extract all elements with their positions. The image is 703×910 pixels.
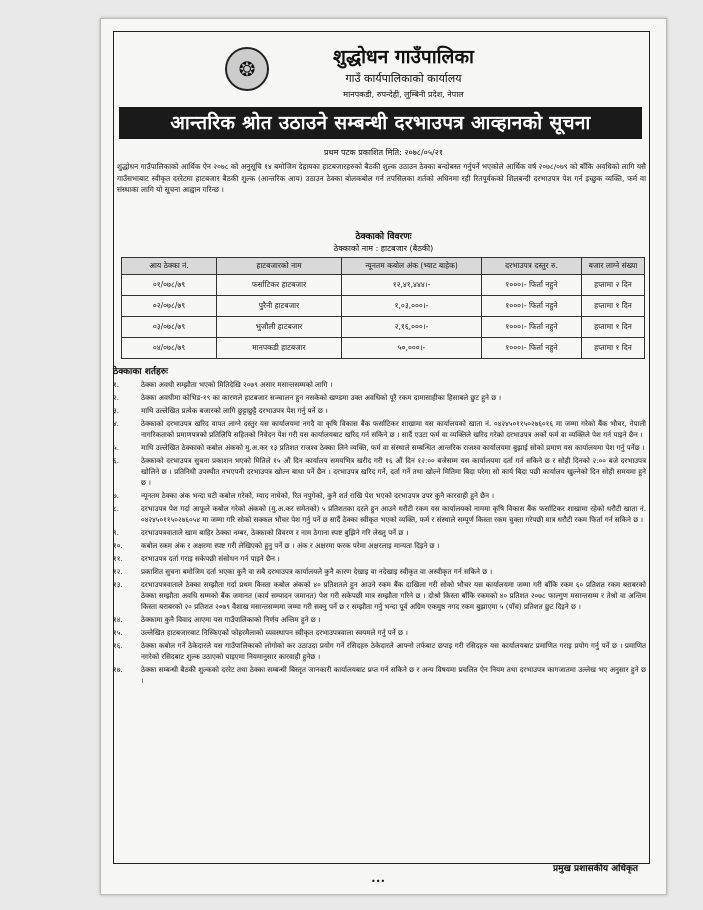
condition-number: १२. — [113, 567, 123, 576]
municipality-title: शुद्धोधन गाउँपालिका — [333, 46, 474, 68]
intro-paragraph: शुद्धोधन गाउँपालिकाको आर्थिक ऐन २०७८ को अनुसूचि १४ बमोजिम देहायका हाटबजारहरुको बैठकी शुल्क उठाउन ठेक्का बन्दोबस्त गर्नुपर्ने भएकोले आर्थिक वर्ष २०७८/०७९ को बाँकि अवधिको लागि यसै गाउँसभाबाट स्वीकृत दररेटमा हाटबजार बैठकी शुल्क (आन्तरिक आय) उठाउन ठेक्का बोलकबोल गर्न तपसिलका शर्तको अधिनमा रही रितपूर्वकको शिलबन्दी दरभाउपत्र पेश गर्न इच्छुक व्यक्ति, फर्म वा संस्थाका लागि यो सूचना आह्वान गरिन्छ । — [117, 162, 646, 194]
condition-text: माथि उल्लेखित ठेक्काको कबोल अंकको मु.अ.कर १३ प्रतिशत राजश्व ठेक्का लिने व्यक्ति, फर्म वा संस्थाले सम्बन्धित आन्तरिक राजश्व कार्यालयमा बुझाई सोको प्रमाण यस कार्यालयमा पेश गर्नु पर्नेछ । — [141, 443, 645, 452]
condition-item — [113, 664, 646, 686]
table-cell: २,१६,०००।- — [342, 317, 482, 338]
table-header-row — [122, 258, 645, 275]
condition-number: ५. — [113, 443, 119, 452]
table-cell: भुजौली हाटबजार — [217, 317, 342, 338]
condition-item — [113, 540, 646, 551]
condition-number: ८. — [113, 504, 119, 513]
column-header: हाटबजारको नाम — [217, 258, 342, 275]
condition-text: कबोल रकम अंक र अक्षरमा स्पष्ट गरी लेखिएको हुनु पर्ने छ । अंक र अक्षरमा फरक परेमा अक्षरलाइ मान्यता दिइने छ । — [141, 541, 440, 550]
table-cell: ०३/०७८/७९ — [122, 317, 217, 338]
table-cell: १०००।- फिर्ता नहुने — [482, 317, 582, 338]
condition-number: २. — [113, 393, 119, 402]
condition-item — [113, 553, 646, 564]
condition-item — [113, 579, 646, 612]
table-cell: १०००।- फिर्ता नहुने — [482, 296, 582, 317]
conditions-list — [113, 379, 646, 688]
table-cell: १२,४१,४४४।- — [342, 275, 482, 296]
notice-banner: आन्तरिक श्रोत उठाउने सम्बन्धी दरभाउपत्र आव्हानको सूचना — [119, 107, 642, 139]
condition-item — [113, 566, 646, 577]
condition-item — [113, 627, 646, 638]
table-cell: १०००।- फिर्ता नहुने — [482, 275, 582, 296]
table-row — [122, 338, 645, 359]
condition-text: ठेक्का अवधी सम्झौता भएको मितिदेखि २०७९ असार मसान्तसम्मको लागि । — [141, 380, 333, 389]
table-cell: पुरैनी हाटबजार — [217, 296, 342, 317]
publish-date: प्रथम पटक प्रकाशित मिति: २०७८/०५/२१ — [323, 148, 444, 157]
condition-number: १०. — [113, 541, 123, 550]
details-subtitle: ठेक्काको नाम : हाटबजार (बैठकी) — [333, 244, 434, 253]
condition-item — [113, 442, 646, 453]
table-cell: ०१/०७८/७९ — [122, 275, 217, 296]
footer-dots: ••• — [371, 877, 386, 886]
condition-text: दरभाउपत्रवाताले खाम बाहिर ठेक्का नम्बर, ठेक्काको विवरण र नाम ठेगाना स्पष्ट बुझिने गरि लेख्नु पर्ने छ । — [141, 528, 409, 537]
condition-text: ठेक्काको दरभाउपत्र सुचना प्रकाशन भएको मितिले १५ औं दिन कार्यालय समयभित्र खरीद गरी १६ औं दिन १२:०० बजेसम्म यस कार्यालयमा दर्ता गर्न सकिने छ र सोही दिनको २:०० बजे दरभाउपत्र खोलिने छ । प्रतिनिधी उपस्थीत नभएपनी दरभाउपत्र खोल्न बाधा पर्ने छैन । दरभाउपत्र खरिद गर्ने, दर्ता गर्ने तथा खोल्ने मितिमा बिदा परेमा सो कार्य बिदा पछी कार्यालय खुल्नेको दिन सोही समयमा हुने छ । — [141, 456, 646, 487]
table-cell: हप्तामा १ दिन — [582, 296, 645, 317]
nepal-emblem-icon: ❂ — [225, 47, 269, 91]
condition-number: ११. — [113, 554, 123, 563]
condition-text: उल्लेखित हाटबजारबाट निस्किएको फोहरमैलाको व्यवस्थापन स्वीकृत दरभाउपत्रवाला स्वयमले गर्नु पर्ने छ । — [141, 628, 408, 637]
signature-title: प्रमुख प्रशासकीय अधिकृत — [552, 864, 638, 874]
table-cell: फर्साटिकर हाटबजार — [217, 275, 342, 296]
column-header: दरभाउपत्र दस्तुर रु. — [482, 258, 582, 275]
condition-text: माथि उल्लेखित प्रत्येक बजारको लागि छुट्टाछुट्टै दरभाउपत्र पेश गर्नु पर्ने छ । — [141, 406, 328, 415]
office-address: मानपकडी, रुपन्देही, लुम्बिनी प्रदेश, नेपाल — [343, 90, 464, 99]
condition-item — [113, 527, 646, 538]
condition-item — [113, 503, 646, 525]
condition-number: १३. — [113, 580, 123, 589]
condition-item — [113, 418, 646, 440]
condition-text: ठेक्कामा कुनै विवाद आएमा यस गाउँपालिकाको निर्णय अन्तिम हुने छ । — [141, 615, 321, 624]
column-header: न्यूनतम कबोल अंक (भ्याट बाहेक) — [342, 258, 482, 275]
office-name: गाउँ कार्यपालिकाको कार्यालय — [345, 72, 462, 85]
table-cell: ०४/०७८/७९ — [122, 338, 217, 359]
condition-number: १५. — [113, 628, 123, 637]
condition-number: १७. — [113, 665, 123, 674]
details-title: ठेक्काको विवरणः — [355, 232, 412, 242]
condition-number: १. — [113, 380, 119, 389]
condition-text: दरभाउपत्रवाताले ठेक्का सम्झौता गर्दा प्रथम किस्ता कबोल अंकको ४० प्रतिशतले हुन आउने रकम बैंक दाखिला गरी सोको भौचर यस कार्यालयमा जम्मा गरी बाँकि रकम ६० प्रतिशत रकम बराबरको ठेक्का सम्झौता अवधि सम्मको बैंक जमानत (कार्य सम्पादन जमानत) पेश गरी सकेपछी मात्र सम्झौता गरिने छ । दोश्रो किस्ता बाँकि रकमको ४० प्रतिशत २०७८ फाल्गुण मसान्तसम्म र तेश्रो वा अन्तिम किस्ता बराबरको २० प्रतिशत २०७९ वैशाख मसान्तसम्ममा जम्मा गरी सक्नु पर्ने छ र सम्झौता गर्नु भन्दा पूर्व अग्रिम एकमुष्ठ नगद रकम बुझाएमा ५ (पाँच) प्रतिशत छुट दिइने छ । — [141, 580, 646, 611]
contract-table — [121, 257, 645, 359]
column-header: बजार लाग्ने संख्या — [582, 258, 645, 275]
condition-text: ठेक्का अवधीमा कोभिड-१९ का कारणले हाटबजार सञ्चालन हुन नसकेको खण्डमा उक्त अवधिको पूरै रकम दामासाहीका हिसाबले छुट हुने छ । — [141, 393, 502, 402]
condition-item — [113, 490, 646, 501]
condition-item — [113, 392, 646, 403]
condition-number: ४. — [113, 419, 119, 428]
column-header: आय ठेक्का नं. — [122, 258, 217, 275]
table-cell: हप्तामा १ दिन — [582, 317, 645, 338]
condition-text: ठेक्काको दरभाउपत्र खरिद वापत लाग्ने दस्तुर यस कार्यालयमा नगदै वा कृषि विकास बैंक फर्साटिकर शाखामा यस कार्यालयको खाता नं. ०४२४५०११५०२७६०१६ मा जम्मा गरेको बैंक भौचर, नेपाली नागरिकताको प्रमाणपत्रको प्रतिलिपि सहितको निवेदन पेश गरी यस कार्यालयबाट खरिद गर्न सकिने छ । सार्दै एउटा फर्म वा व्यक्तिले खरिद गरेको दरभाउपत्र अर्को फर्म वा व्यक्तिले पेश गर्न पाइने छैन । — [141, 419, 646, 439]
table-row — [122, 296, 645, 317]
table-row — [122, 275, 645, 296]
table-cell: ५०,०००।- — [342, 338, 482, 359]
condition-number: ७. — [113, 491, 119, 500]
table-cell: हप्तामा २ दिन — [582, 275, 645, 296]
table-cell: १०००।- फिर्ता नहुने — [482, 338, 582, 359]
condition-item — [113, 455, 646, 488]
condition-text: दरभाउपत्र दर्ता गराइ सकेपछी संसोधन गर्न पाइने छैन । — [141, 554, 280, 563]
table-cell: मानपकडी हाटबजार — [217, 338, 342, 359]
table-cell: ०२/०७८/७९ — [122, 296, 217, 317]
condition-number: ६. — [113, 456, 119, 465]
condition-item — [113, 379, 646, 390]
condition-item — [113, 405, 646, 416]
condition-text: प्रकाशित सुचना बमोजिम दर्ता भएका कुनै वा सबै दरभाउपत्र कार्यालयले कुनै कारण देखाइ वा नदेखाइ स्वीकृत वा अस्वीकृत गर्न सकिने छ । — [141, 567, 493, 576]
condition-item — [113, 614, 646, 625]
condition-text: ठेक्का सम्बन्धी बैठकी शुल्कको दररेट तथा ठेक्का सम्बन्धी बिस्तृत जानकारी कार्यालयबाट प्रप्त गर्न सकिने छ र अन्य विषयमा प्रचलित ऐन नियम तथा दरभाउपत्र कागजातमा उल्लेख भए अनुसार हुने छ । — [141, 665, 646, 685]
condition-text: दरभाउपत्र पेश गर्दा आफूले कबोल गरेको अंकको (मु.अ.कर समेतको) ५ प्रतिशतका दरले हुन आउने धरौटी रकम यस कार्यालयको नाममा कृषि विकास बैंक फर्साटिकर शाखामा रहेको धरौटी खाता नं. ०४२४५०११५०२७६०५४ मा जम्मा गरि सोको सक्कल भौचर पेश गर्नु पर्ने छ सार्दै ठेक्का स्वीकृत भएको व्यक्ति, फर्म र संस्थाले सम्पूर्ण किस्ता रकम चुक्ता गरेपछी मात्र धरौटी रकम फिर्ता गर्न सकिने छ । — [141, 504, 646, 524]
condition-number: १६. — [113, 641, 123, 650]
condition-text: न्यूनतम ठेक्का अंक भन्दा घटी कबोल गरेको, म्याद नाघेको, रित नपुगेको, कुनै शर्त राखि पेश भएको दरभाउपत्र उपर कुनै कारवाही हुने छैन । — [141, 491, 495, 500]
condition-number: ९. — [113, 528, 119, 537]
condition-number: १४. — [113, 615, 123, 624]
notice-paper — [100, 18, 667, 895]
conditions-title: ठेक्काका शर्तहरुः — [113, 367, 168, 377]
table-cell: हप्तामा १ दिन — [582, 338, 645, 359]
condition-text: ठेक्का कबोल गर्ने ठेकेदारले यस गाउँपालिकाको लोगोको कर उठाउदा प्रयोग गर्ने रसिदहरु ठेकेदारले आफ्नो तर्फबाट छपाइ गरी रसिदहरु यस कार्यालयबाट प्रमाणित गराइ प्रयोग गर्नु पर्ने छ । प्रमाणित नगरेको रसिदबाट शुल्क उठाएको पाइएमा नियमानुसार कारवाही हुनेछ । — [141, 641, 646, 661]
table-cell: १,०३,०००।- — [342, 296, 482, 317]
condition-item — [113, 640, 646, 662]
condition-number: ३. — [113, 406, 119, 415]
table-row — [122, 317, 645, 338]
